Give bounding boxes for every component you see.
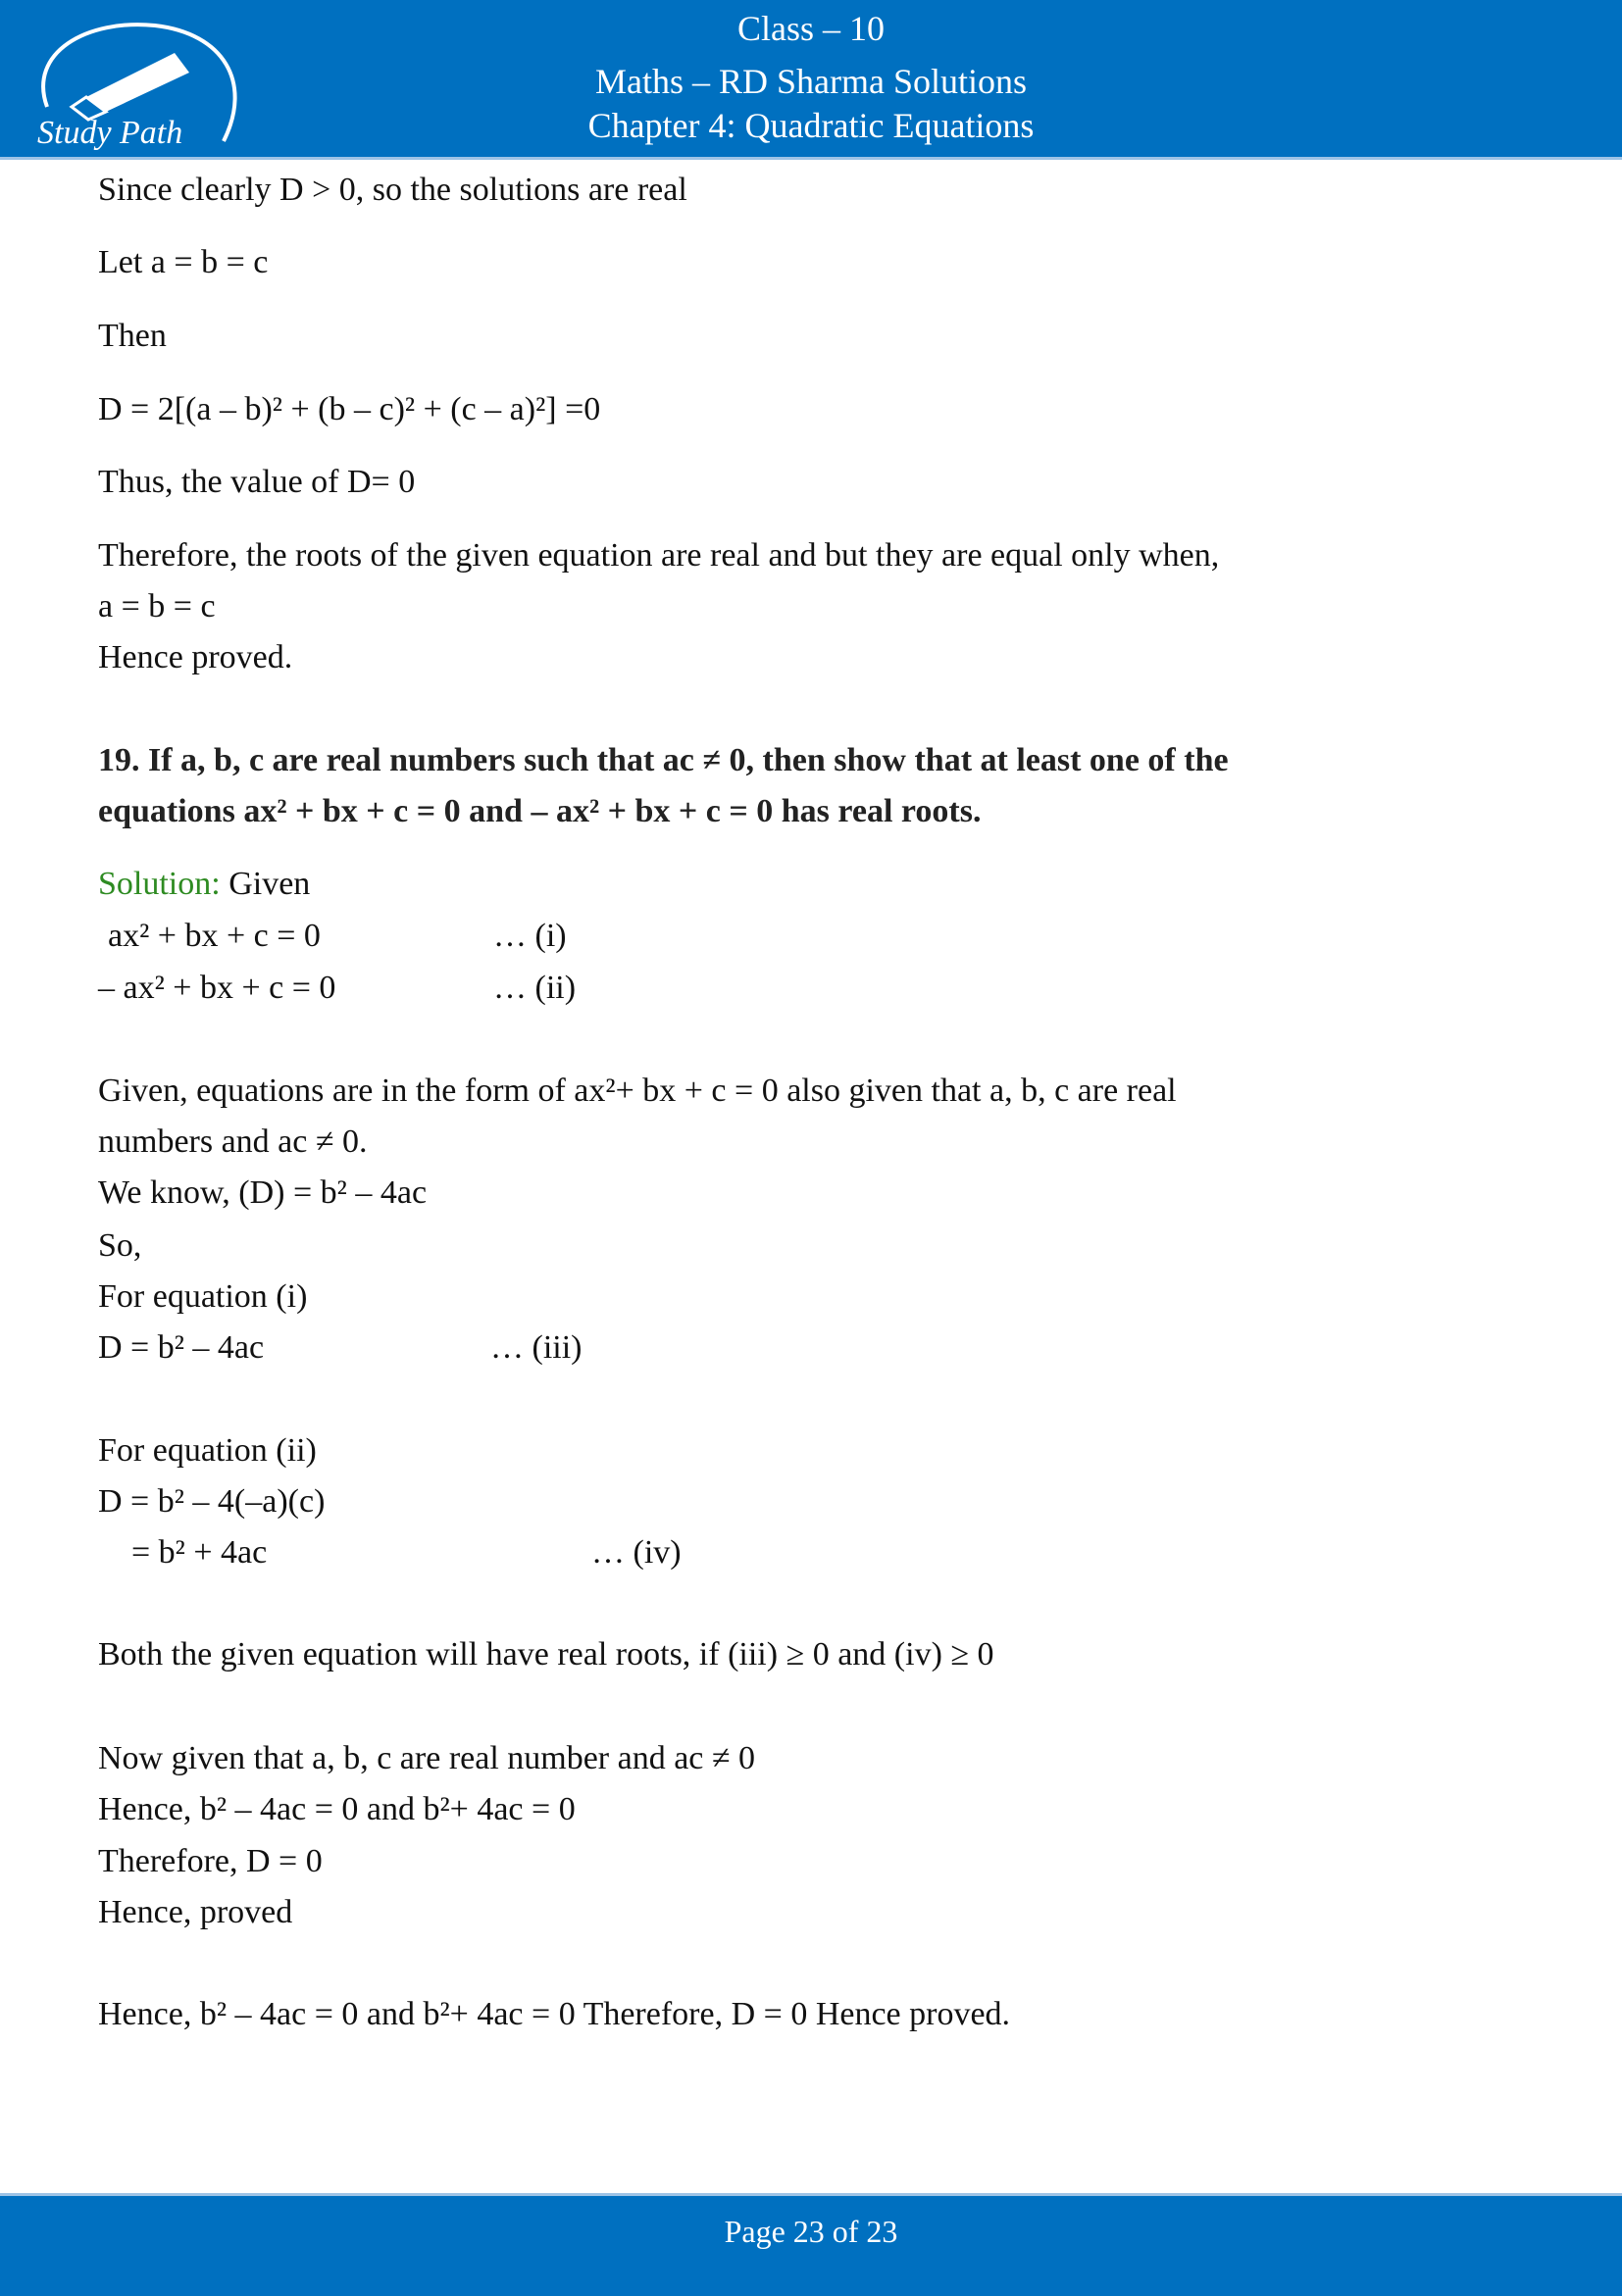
- question-heading: 19. If a, b, c are real numbers such that ac ≠ 0, then show that at least one of the: [98, 742, 1229, 778]
- equation: – ax² + bx + c = 0: [98, 970, 336, 1006]
- text-line: Hence, b² – 4ac = 0 and b²+ 4ac = 0 Therefore, D = 0 Hence proved.: [98, 1996, 1011, 2032]
- text-line: Hence, proved: [98, 1894, 293, 1930]
- text-line: Thus, the value of D= 0: [98, 464, 416, 500]
- text-line: Now given that a, b, c are real number and ac ≠ 0: [98, 1740, 756, 1776]
- text-line: D = 2[(a – b)² + (b – c)² + (c – a)²] =0: [98, 391, 601, 427]
- text-line: Therefore, the roots of the given equation are real and but they are equal only when,: [98, 537, 1220, 574]
- text-line: Given, equations are in the form of ax²+ bx + c = 0 also given that a, b, c are real: [98, 1073, 1177, 1109]
- text-line: Hence proved.: [98, 639, 293, 675]
- page-footer: [0, 2193, 1622, 2296]
- text-line: So,: [98, 1227, 142, 1264]
- text-line: Let a = b = c: [98, 244, 269, 280]
- equation: ax² + bx + c = 0: [108, 918, 321, 954]
- header-subject: Maths – RD Sharma Solutions: [594, 62, 1027, 101]
- text-line: Then: [98, 318, 167, 354]
- equation-tag: … (iii): [490, 1329, 583, 1366]
- header-chapter: Chapter 4: Quadratic Equations: [587, 106, 1035, 145]
- header-class: Class – 10: [736, 9, 885, 48]
- equation-tag: … (iv): [591, 1534, 682, 1571]
- text-line: D = b² – 4(–a)(c): [98, 1483, 326, 1520]
- solution-label: Solution:: [98, 866, 221, 902]
- text-line: We know, (D) = b² – 4ac: [98, 1174, 428, 1211]
- equation-tag: … (i): [493, 918, 567, 954]
- equation-tag: … (ii): [493, 970, 577, 1006]
- text-line: numbers and ac ≠ 0.: [98, 1123, 368, 1160]
- page-number: Page 23 of 23: [724, 2214, 898, 2249]
- question-heading: equations ax² + bx + c = 0 and – ax² + bx + c = 0 has real roots.: [98, 793, 982, 829]
- text-line: Both the given equation will have real roots, if (iii) ≥ 0 and (iv) ≥ 0: [98, 1636, 994, 1672]
- text-line: a = b = c: [98, 588, 216, 624]
- text-line: For equation (i): [98, 1278, 308, 1315]
- solution-given: Given: [220, 866, 311, 902]
- text-line: = b² + 4ac: [131, 1534, 268, 1571]
- svg-text:Study Path: Study Path: [37, 115, 183, 151]
- page-header: [0, 0, 1622, 160]
- text-line: Therefore, D = 0: [98, 1843, 323, 1879]
- text-line: D = b² – 4ac: [98, 1329, 265, 1366]
- text-line: For equation (ii): [98, 1432, 317, 1469]
- text-line: Hence, b² – 4ac = 0 and b²+ 4ac = 0: [98, 1791, 576, 1827]
- solution-line: [98, 865, 310, 904]
- text-line: Since clearly D > 0, so the solutions are real: [98, 172, 687, 208]
